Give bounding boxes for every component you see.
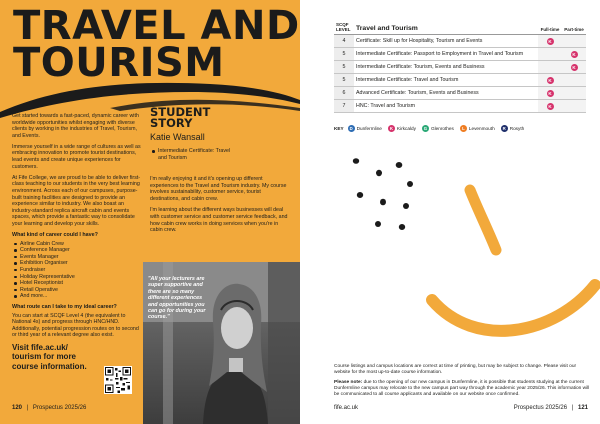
- campus-key-item: [388, 125, 416, 132]
- parttime-cell: [562, 74, 586, 87]
- story-body: [150, 176, 290, 239]
- qr-code-icon[interactable]: [104, 366, 132, 394]
- list-item: Holiday Representative: [12, 274, 144, 281]
- parttime-cell: [562, 48, 586, 61]
- footer-label: Prospectus 2025/26: [32, 405, 87, 411]
- level-cell: 5: [334, 74, 354, 87]
- campus-badge: K: [572, 51, 576, 57]
- list-item: Hotel Receptionist: [12, 280, 144, 287]
- course-cell: HNC: Travel and Tourism: [354, 100, 538, 113]
- col-course-header: Travel and Tourism: [354, 20, 538, 35]
- course-cell: Certificate: Skill up for Hospitality, Tourism and Events: [354, 35, 538, 48]
- course-cell: Intermediate Certificate: Passport to Employment in Travel and Tourism: [354, 48, 538, 61]
- notes: [334, 364, 590, 401]
- campus-badge: K: [548, 77, 552, 83]
- page-number: 121: [577, 405, 588, 411]
- col-level-header: SCQF LEVEL: [334, 20, 354, 35]
- campus-dot-icon: G: [423, 126, 428, 131]
- level-cell: 7: [334, 100, 354, 113]
- story-paragraph: I'm really enjoying it and it's opening up different experiences to the Travel and Tourism industry. My course involves sustainability, customer service, tourist destinations, and cabin crew.: [150, 176, 287, 202]
- student-story: [150, 107, 295, 161]
- left-footer: 120 | Prospectus 2025/26: [12, 405, 87, 411]
- list-item: Fundraiser: [12, 267, 144, 274]
- student-name: Katie Wansall: [150, 132, 205, 142]
- note-paragraph: Course listings and campus locations are correct at time of printing, but may be subject to change. Please visit our website for the most up-to-date course information.: [334, 364, 577, 376]
- campus-key: [334, 125, 524, 132]
- campus-key-item: [460, 125, 495, 132]
- career-list: [12, 241, 144, 300]
- list-item: Retail Operative: [12, 287, 144, 294]
- intro-paragraph: At Fife College, we are proud to be able to deliver first-class teaching to our students in the very best learning environment. Across each of our campuses, purpose-built training facilities are designed to provide an experience similar to industry. We also boast an industry-standard replica aircraft cabin and events spaces, which provide a fantastic way to consolidate your learning and develop your skills.: [12, 174, 141, 227]
- list-item: Exhibition Organiser: [12, 260, 144, 267]
- intro-paragraph: Get started towards a fast-paced, dynamic career with worldwide opportunities whilst engaging with diverse clients by working in the industries of Travel, Tourism, and Events.: [12, 113, 139, 139]
- smiley-decoration-icon: [300, 150, 600, 350]
- list-item: Airline Cabin Crew: [12, 241, 144, 248]
- intro-paragraph: Immerse yourself in a wide range of cultures as well as embracing innovation to promote tourist destinations, lead events and create unique experiences for customers.: [12, 143, 141, 170]
- key-label: KEY: [334, 126, 344, 131]
- course-cell: Advanced Certificate: Tourism, Events and Business: [354, 87, 538, 100]
- fulltime-cell: [538, 87, 562, 100]
- visit-link[interactable]: Visit fife.ac.uk/ tourism for more course information.: [12, 343, 87, 371]
- course-cell: Intermediate Certificate: Travel and Tourism: [354, 74, 538, 87]
- parttime-cell: [562, 87, 586, 100]
- fulltime-cell: [538, 35, 562, 48]
- footer-label: Prospectus 2025/26: [513, 405, 568, 411]
- campus-name: Dunfermline: [356, 126, 382, 131]
- campus-key-item: [348, 125, 382, 132]
- level-cell: 5: [334, 48, 354, 61]
- fulltime-cell: [538, 48, 562, 61]
- campus-name: Kirkcaldy: [396, 126, 416, 131]
- page-title: TRAVEL AND TOURISM: [13, 3, 300, 86]
- student-quote: "All your lecturers are super supportive and there are so many different experiences and opportunities you can go for during your course.": [148, 276, 206, 321]
- level-cell: 5: [334, 61, 354, 74]
- parttime-cell: [562, 61, 586, 74]
- table-row: [334, 87, 586, 100]
- table-row: [334, 100, 586, 113]
- campus-dot-icon: R: [502, 126, 506, 131]
- parttime-cell: [562, 100, 586, 113]
- col-parttime-header: Part-time: [562, 20, 586, 35]
- website-link[interactable]: fife.ac.uk: [334, 405, 359, 411]
- campus-badge: K: [548, 90, 552, 96]
- campus-badge: K: [548, 103, 552, 109]
- table-row: [334, 61, 586, 74]
- course-table: [334, 20, 586, 113]
- level-cell: 4: [334, 35, 354, 48]
- campus-badge: K: [548, 38, 552, 44]
- campus-dot-icon: D: [349, 126, 353, 131]
- table-row: [334, 35, 586, 48]
- campus-key-item: [501, 125, 525, 132]
- fulltime-cell: [538, 74, 562, 87]
- table-row: [334, 48, 586, 61]
- level-cell: 6: [334, 87, 354, 100]
- course-cell: Intermediate Certificate: Tourism, Events and Business: [354, 61, 538, 74]
- route-heading: What route can I take to my ideal career?: [12, 303, 117, 310]
- intro-column: [12, 113, 144, 343]
- right-footer: Prospectus 2025/26 | 121: [513, 405, 588, 411]
- col-fulltime-header: Full-time: [538, 20, 562, 35]
- story-paragraph: I'm learning about the different ways businesses will deal with customer service and customer service feedback, and how cabin crew works in doing services when you're in cabin crew.: [150, 207, 288, 234]
- campus-name: Glenrothes: [430, 126, 454, 131]
- fulltime-cell: [538, 100, 562, 113]
- campus-name: Rosyth: [509, 126, 525, 131]
- campus-dot-icon: L: [460, 125, 467, 132]
- table-row: [334, 74, 586, 87]
- campus-key-item: [422, 125, 454, 132]
- page-number: 120: [12, 405, 23, 411]
- route-paragraph: You can start at SCQF Level 4 (the equivalent to National 4s) and progress through HNC/HND. Additionally, potential progression routes on to second or third year of a relevant degree also exist.: [12, 312, 139, 339]
- campus-name: Levenmouth: [468, 126, 495, 131]
- campus-badge: K: [572, 64, 576, 70]
- career-heading: What kind of career could I have?: [12, 232, 98, 238]
- note-paragraph: Please note: due to the opening of our new campus in Dunfermline, it is possible that students studying at the current Dunfermline campus may relocate to the new campus part way through the academic year 2025/26. This information will be communicated to all course applicants and available on our website once confirmed.: [334, 379, 590, 397]
- list-item: Events Manager: [12, 254, 144, 261]
- fulltime-cell: [538, 61, 562, 74]
- parttime-cell: [562, 35, 586, 48]
- story-title: STUDENT STORY: [150, 105, 211, 130]
- student-course: Intermediate Certificate: Travel and Tourism: [150, 148, 240, 161]
- list-item: Conference Manager: [12, 247, 144, 254]
- list-item: And more...: [12, 293, 144, 300]
- campus-dot-icon: K: [389, 126, 393, 131]
